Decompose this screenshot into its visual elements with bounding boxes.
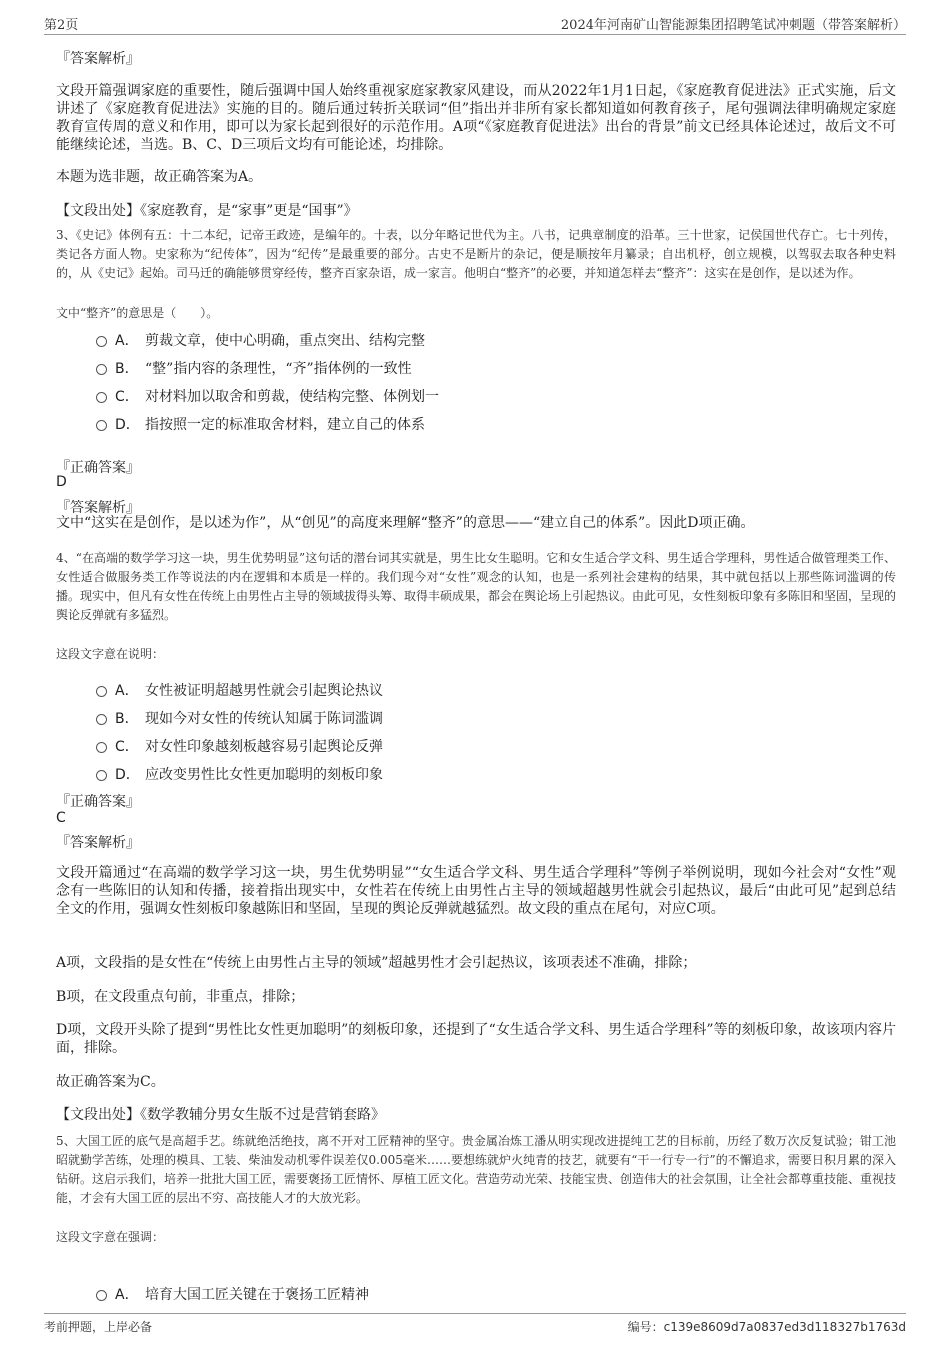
q4-option-d[interactable]: D． 应改变男性比女性更加聪明的刻板印象 [96, 764, 383, 784]
radio-button[interactable] [96, 420, 107, 431]
q4-stem: 4、“在高端的数学学习这一块，男生优势明显”这句话的潜台词其实就是，男生比女生聪明。它和女生适合学文科、男生适合学理科，男性适合做管理类工作、女性适合做服务类工作等说法的内在逻辑和本质是一样的。我们现今对“女性”观念的认知，也是一系列社会建构的结果，其中就包括以上那些陈词滥调的传播。现实中，但凡有女性在传统上由男性占主导的领域拔得头筹、取得丰硕成果，都会在舆论场上引起热议。由此可见，女性刻板印象有多陈旧和坚固，呈现的舆论反弹就有多猛烈。 [56, 551, 897, 622]
q2-answer-statement: 本题为选非题，故正确答案为A。 [56, 169, 263, 185]
q2-analysis-label: 『答案解析』 [56, 51, 140, 67]
q4-analysis-label: 『答案解析』 [56, 835, 140, 851]
q4-analysis-option-a: A项，文段指的是女性在“传统上由男性占主导的领域”超越男性才会引起热议，该项表述不准确，排除； [56, 955, 697, 971]
document-title: 2024年河南矿山智能源集团招聘笔试冲刺题（带答案解析） [560, 18, 906, 33]
q4-analysis-option-b: B项，在文段重点句前，非重点，排除； [56, 989, 305, 1005]
q5-option-a[interactable]: A． 培育大国工匠关键在于褒扬工匠精神 [96, 1284, 369, 1304]
radio-button[interactable] [96, 336, 107, 347]
q4-option-b[interactable]: B． 现如今对女性的传统认知属于陈词滥调 [96, 708, 383, 728]
q3-analysis-label: 『答案解析』 [56, 500, 140, 516]
page-footer [44, 1313, 906, 1337]
radio-button[interactable] [96, 392, 107, 403]
radio-button[interactable] [96, 686, 107, 697]
q3-option-a[interactable]: A． 剪裁文章，使中心明确，重点突出、结构完整 [96, 330, 425, 350]
q5-stem: 5、大国工匠的底气是高超手艺。练就绝活绝技，离不开对工匠精神的坚守。贵金属冶炼工潘从明实现改进提纯工艺的目标前，历经了数万次反复试验；钳工池昭就勤学苦练，处理的模具、工装、柴油发动机零件误差仅0.005毫米……要想练就炉火纯青的技艺，就要有“干一行专一行”的不懈追求，需要日积月累的深入钻研。这启示我们，培养一批批大国工匠，需要褒扬工匠情怀、厚植工匠文化。营造劳动光荣、技能宝贵、创造伟大的社会氛围，让全社会都尊重技能、重视技能，才会有大国工匠的层出不穷、高技能人才的大放光彩。 [56, 1134, 897, 1205]
page-number: 第2页 [44, 18, 79, 33]
q2-source: 【文段出处】《家庭教育，是“家事”更是“国事”》 [56, 203, 358, 219]
q4-answer: C [56, 810, 66, 826]
radio-button[interactable] [96, 364, 107, 375]
document-id [628, 1318, 906, 1335]
q3-option-c[interactable]: C． 对材料加以取舍和剪裁，使结构完整、体例划一 [96, 386, 439, 406]
q4-option-c[interactable]: C． 对女性印象越刻板越容易引起舆论反弹 [96, 736, 383, 756]
q3-answer: D [56, 474, 67, 490]
q3-analysis: 文中“这实在是创作，是以述为作”，从“创见”的高度来理解“整齐”的意思——“建立自己的体系”。因此D项正确。 [56, 515, 755, 531]
radio-button[interactable] [96, 770, 107, 781]
radio-button[interactable] [96, 1290, 107, 1301]
footer-slogan: 考前押题，上岸必备 [44, 1320, 153, 1334]
q3-option-b[interactable]: B． “整”指内容的条理性，“齐”指体例的一致性 [96, 358, 412, 378]
q4-analysis-option-d: D项，文段开头除了提到“男性比女性更加聪明”的刻板印象，还提到了“女生适合学文科、男生适合学理科”等的刻板印象，故该项内容片面，排除。 [56, 1022, 896, 1056]
q4-answer-statement: 故正确答案为C。 [56, 1074, 165, 1090]
q4-option-a[interactable]: A． 女性被证明超越男性就会引起舆论热议 [96, 680, 383, 700]
document-id-value: c139e8609d7a0837ed3d118327b1763d [663, 1320, 906, 1334]
q3-option-d[interactable]: D． 指按照一定的标准取舍材料，建立自己的体系 [96, 414, 425, 434]
document-id-label: 编号： [627, 1320, 664, 1334]
q3-stem: 3、《史记》体例有五：十二本纪，记帝王政迹，是编年的。十表，以分年略记世代为主。八书，记典章制度的沿革。三十世家，记侯国世代存亡。七十列传，类记各方面人物。史家称为“纪传体”，因为“纪传”是最重要的部分。古史不是断片的杂记，便是顺按年月纂录；自出机杼，创立规模，以驾驭去取各种史料的，从《史记》起始。司马迁的确能够贯穿经传，整齐百家杂语，成一家言。他明白“整齐”的必要，并知道怎样去“整齐”：这实在是创作，是以述为作。 [56, 228, 896, 280]
q4-answer-label: 『正确答案』 [56, 794, 140, 810]
q4-analysis-paragraph: 文段开篇通过“在高端的数学学习这一块，男生优势明显”“女生适合学文科、男生适合学理科”等例子举例说明，现如今社会对“女性”观念有一些陈旧的认知和传播，接着指出现实中，女性若在传统上由男性占主导的领域超越男性就会引起热议，最后“由此可见”起到总结全文的作用，强调女性刻板印象越陈旧和坚固，呈现的舆论反弹就越猛烈。故文段的重点在尾句，对应C项。 [56, 865, 896, 917]
radio-button[interactable] [96, 714, 107, 725]
q2-analysis-paragraph: 文段开篇强调家庭的重要性，随后强调中国人始终重视家庭家教家风建设，而从2022年1月1日起，《家庭教育促进法》正式实施，后文讲述了《家庭教育促进法》实施的目的。随后通过转折关联词“但”指出并非所有家长都知道如何教育孩子，尾句强调法律明确规定家庭教育宣传周的意义和作用，即可以为家长起到很好的示范作用。A项“《家庭教育促进法》出台的背景”前文已经具体论述过，故后文不可能继续论述，当选。B、C、D三项后文均有可能论述，均排除。 [56, 83, 896, 153]
q4-question: 这段文字意在说明： [56, 647, 165, 661]
q4-source: 【文段出处】《数学教辅分男女生版不过是营销套路》 [56, 1107, 385, 1123]
q3-question: 文中“整齐”的意思是（ ）。 [56, 306, 219, 320]
page-header [44, 14, 906, 35]
q5-question: 这段文字意在强调： [56, 1230, 165, 1244]
radio-button[interactable] [96, 742, 107, 753]
q3-answer-label: 『正确答案』 [56, 460, 140, 476]
